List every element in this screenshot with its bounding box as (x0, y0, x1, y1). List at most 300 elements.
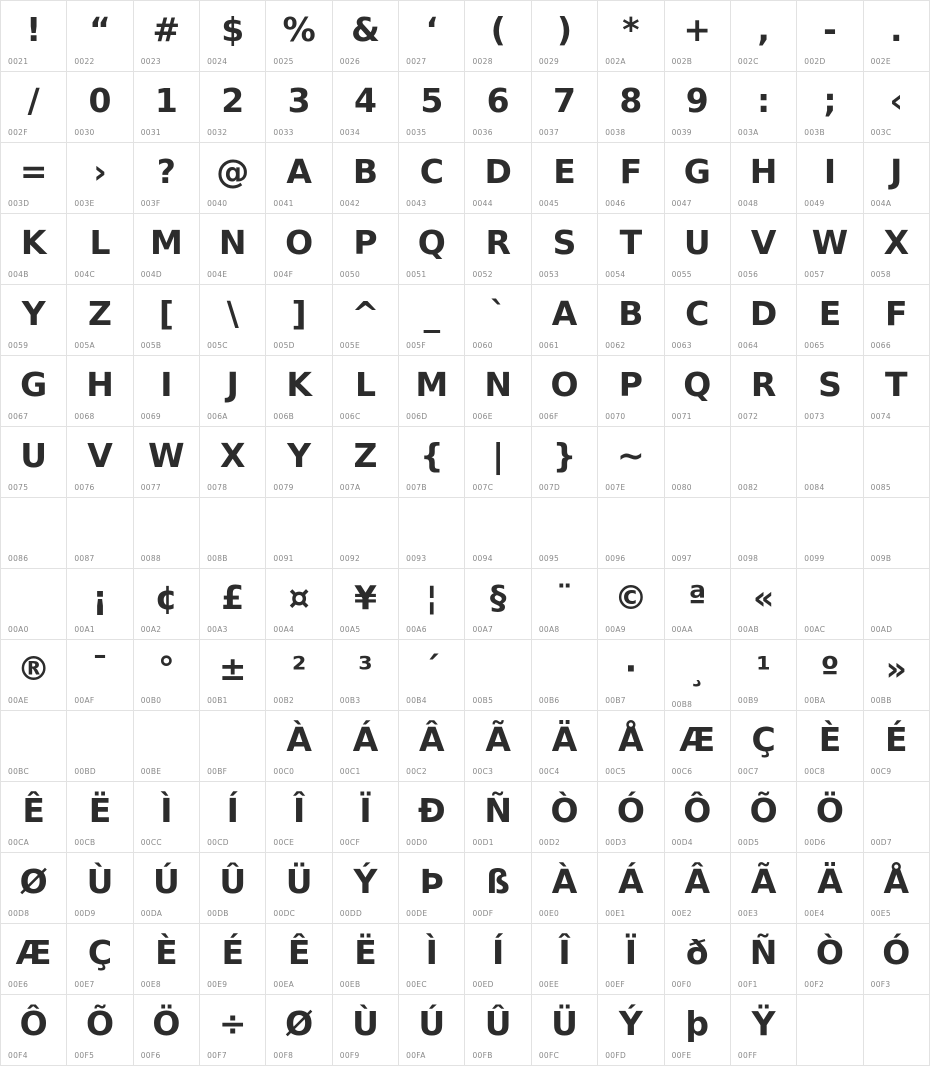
glyph-codepoint: 0022 (74, 57, 95, 66)
glyph-cell[interactable] (399, 782, 465, 853)
glyph-cell[interactable] (665, 711, 731, 782)
glyph-character: Ó (882, 932, 911, 972)
glyph-cell[interactable] (200, 640, 266, 711)
glyph-codepoint: 0031 (140, 128, 161, 137)
glyph-cell[interactable] (864, 711, 930, 782)
glyph-codepoint: 0087 (74, 554, 95, 563)
glyph-cell[interactable] (266, 1, 332, 72)
glyph-character: þ (685, 1003, 710, 1043)
glyph-cell[interactable] (797, 143, 863, 214)
glyph-cell[interactable] (399, 924, 465, 995)
glyph-codepoint: 00B3 (339, 696, 361, 705)
glyph-cell[interactable] (333, 924, 399, 995)
glyph-cell[interactable] (532, 924, 598, 995)
glyph-character: Þ (419, 861, 444, 901)
glyph-cell[interactable] (598, 995, 664, 1066)
glyph-cell[interactable] (67, 214, 133, 285)
glyph-cell[interactable] (67, 853, 133, 924)
glyph-character: W (811, 222, 849, 262)
glyph-cell[interactable] (67, 356, 133, 427)
glyph-codepoint: 00FF (737, 1051, 758, 1060)
glyph-cell[interactable] (797, 214, 863, 285)
glyph-cell[interactable] (333, 143, 399, 214)
glyph-cell[interactable] (864, 285, 930, 356)
glyph-character: Ä (551, 719, 578, 759)
glyph-cell[interactable] (797, 640, 863, 711)
glyph-cell[interactable] (731, 1, 797, 72)
glyph-character: ÷ (218, 1003, 247, 1043)
glyph-character: ¹ (756, 648, 771, 688)
glyph-cell[interactable] (333, 569, 399, 640)
glyph-cell[interactable] (797, 853, 863, 924)
glyph-cell[interactable] (1, 143, 67, 214)
glyph-cell[interactable] (134, 498, 200, 569)
glyph-cell[interactable] (134, 427, 200, 498)
glyph-cell[interactable] (200, 285, 266, 356)
glyph-cell[interactable] (598, 285, 664, 356)
glyph-cell[interactable] (665, 853, 731, 924)
glyph-cell[interactable] (1, 924, 67, 995)
glyph-character (864, 997, 929, 1049)
glyph-cell[interactable] (399, 853, 465, 924)
glyph-codepoint: 0053 (538, 270, 560, 279)
glyph-cell[interactable] (465, 853, 531, 924)
glyph-cell[interactable] (399, 995, 465, 1066)
glyph-cell[interactable] (731, 214, 797, 285)
glyph-cell[interactable] (399, 214, 465, 285)
glyph-codepoint: 002D (804, 57, 826, 66)
glyph-codepoint: 00A6 (406, 625, 427, 634)
glyph-cell[interactable] (864, 640, 930, 711)
glyph-cell[interactable] (134, 640, 200, 711)
glyph-cell[interactable] (532, 427, 598, 498)
glyph-character: ¢ (154, 577, 178, 617)
glyph-codepoint: 0080 (671, 483, 692, 492)
glyph-codepoint: 00EA (273, 980, 295, 989)
glyph-codepoint: 0027 (406, 57, 427, 66)
glyph-codepoint: 00A4 (273, 625, 295, 634)
glyph-character: Ý (618, 1003, 643, 1043)
glyph-cell[interactable] (532, 711, 598, 782)
glyph-cell[interactable] (532, 782, 598, 853)
glyph-cell[interactable] (797, 569, 863, 640)
glyph-cell[interactable] (333, 711, 399, 782)
glyph-cell[interactable] (864, 143, 930, 214)
glyph-cell[interactable] (465, 498, 531, 569)
glyph-cell[interactable] (465, 569, 531, 640)
glyph-cell[interactable] (665, 1, 731, 72)
glyph-cell[interactable] (598, 711, 664, 782)
glyph-cell[interactable] (1, 640, 67, 711)
glyph-cell[interactable] (665, 143, 731, 214)
glyph-cell[interactable] (1, 1, 67, 72)
glyph-cell[interactable] (134, 782, 200, 853)
glyph-cell[interactable] (333, 995, 399, 1066)
glyph-cell[interactable] (200, 782, 266, 853)
glyph-cell[interactable] (465, 640, 531, 711)
glyph-codepoint: 00A5 (339, 625, 361, 634)
glyph-character: C (419, 151, 444, 191)
glyph-cell[interactable] (67, 285, 133, 356)
glyph-cell[interactable] (731, 356, 797, 427)
glyph-codepoint: 0098 (737, 554, 759, 563)
glyph-cell[interactable] (864, 356, 930, 427)
glyph-codepoint: 00E1 (605, 909, 626, 918)
glyph-cell[interactable] (200, 143, 266, 214)
glyph-cell[interactable] (797, 427, 863, 498)
glyph-cell[interactable] (333, 782, 399, 853)
glyph-character: - (823, 9, 837, 49)
glyph-cell[interactable] (200, 853, 266, 924)
glyph-cell[interactable] (598, 214, 664, 285)
glyph-cell[interactable] (731, 427, 797, 498)
glyph-codepoint: 004C (74, 270, 96, 279)
glyph-cell[interactable] (1, 995, 67, 1066)
glyph-character: D (749, 293, 778, 333)
glyph-cell[interactable] (266, 356, 332, 427)
glyph-codepoint: 003C (870, 128, 892, 137)
glyph-character: Ô (683, 790, 712, 830)
glyph-cell[interactable] (134, 214, 200, 285)
glyph-cell[interactable] (67, 569, 133, 640)
glyph-cell[interactable] (1, 569, 67, 640)
glyph-cell[interactable] (532, 143, 598, 214)
glyph-cell[interactable] (200, 214, 266, 285)
glyph-cell[interactable] (665, 356, 731, 427)
glyph-codepoint: 00A2 (140, 625, 162, 634)
glyph-codepoint: 00D4 (671, 838, 693, 847)
glyph-cell[interactable] (200, 356, 266, 427)
glyph-character (532, 500, 597, 552)
glyph-cell[interactable] (532, 498, 598, 569)
glyph-character: U (683, 222, 711, 262)
glyph-cell[interactable] (67, 427, 133, 498)
glyph-cell[interactable] (465, 711, 531, 782)
glyph-codepoint: 00D2 (538, 838, 561, 847)
glyph-cell[interactable] (399, 285, 465, 356)
glyph-cell[interactable] (731, 995, 797, 1066)
glyph-character: º (820, 648, 840, 688)
glyph-cell[interactable] (797, 711, 863, 782)
glyph-cell[interactable] (266, 924, 332, 995)
glyph-cell[interactable] (598, 853, 664, 924)
glyph-cell[interactable] (665, 924, 731, 995)
glyph-codepoint: 004B (8, 270, 29, 279)
glyph-cell[interactable] (333, 640, 399, 711)
glyph-cell[interactable] (200, 569, 266, 640)
glyph-cell[interactable] (598, 143, 664, 214)
glyph-cell[interactable] (266, 498, 332, 569)
glyph-cell[interactable] (266, 427, 332, 498)
glyph-cell[interactable] (1, 214, 67, 285)
glyph-cell[interactable] (399, 427, 465, 498)
glyph-character: Ÿ (751, 1003, 776, 1043)
glyph-cell[interactable] (67, 924, 133, 995)
glyph-character: I (823, 151, 837, 191)
glyph-cell[interactable] (864, 498, 930, 569)
glyph-codepoint: 006A (207, 412, 228, 421)
glyph-character: ¡ (92, 577, 108, 617)
glyph-character: W (148, 435, 185, 475)
glyph-cell[interactable] (266, 72, 332, 143)
glyph-cell[interactable] (399, 143, 465, 214)
glyph-cell[interactable] (266, 214, 332, 285)
glyph-cell[interactable] (200, 498, 266, 569)
glyph-cell[interactable] (598, 782, 664, 853)
glyph-cell[interactable] (665, 72, 731, 143)
glyph-cell[interactable] (532, 569, 598, 640)
glyph-cell[interactable] (134, 143, 200, 214)
glyph-cell[interactable] (465, 143, 531, 214)
glyph-cell[interactable] (864, 782, 930, 853)
glyph-cell[interactable] (532, 214, 598, 285)
glyph-cell[interactable] (731, 711, 797, 782)
glyph-cell[interactable] (333, 214, 399, 285)
glyph-cell[interactable] (864, 995, 930, 1066)
glyph-cell[interactable] (200, 1, 266, 72)
glyph-character (333, 500, 398, 552)
glyph-cell[interactable] (333, 72, 399, 143)
glyph-cell[interactable] (134, 924, 200, 995)
glyph-cell[interactable] (864, 1, 930, 72)
glyph-cell[interactable] (797, 356, 863, 427)
glyph-cell[interactable] (731, 569, 797, 640)
glyph-cell[interactable] (532, 285, 598, 356)
glyph-cell[interactable] (266, 569, 332, 640)
glyph-cell[interactable] (1, 711, 67, 782)
glyph-character: Ï (359, 790, 372, 830)
glyph-character: N (218, 222, 247, 262)
glyph-cell[interactable] (67, 711, 133, 782)
glyph-cell[interactable] (67, 640, 133, 711)
glyph-cell[interactable] (797, 1, 863, 72)
glyph-cell[interactable] (465, 427, 531, 498)
glyph-cell[interactable] (465, 924, 531, 995)
glyph-cell[interactable] (200, 711, 266, 782)
glyph-cell[interactable] (864, 569, 930, 640)
glyph-cell[interactable] (67, 72, 133, 143)
glyph-cell[interactable] (399, 72, 465, 143)
glyph-cell[interactable] (665, 427, 731, 498)
glyph-cell[interactable] (333, 427, 399, 498)
glyph-cell[interactable] (399, 569, 465, 640)
glyph-cell[interactable] (665, 569, 731, 640)
glyph-cell[interactable] (67, 143, 133, 214)
glyph-codepoint: 00EF (605, 980, 625, 989)
glyph-cell[interactable] (134, 995, 200, 1066)
glyph-codepoint: 00AD (870, 625, 893, 634)
glyph-codepoint: 009B (870, 554, 892, 563)
glyph-character: L (354, 364, 376, 404)
glyph-cell[interactable] (665, 285, 731, 356)
glyph-cell[interactable] (797, 498, 863, 569)
glyph-cell[interactable] (67, 498, 133, 569)
glyph-cell[interactable] (864, 853, 930, 924)
glyph-cell[interactable] (134, 1, 200, 72)
glyph-cell[interactable] (134, 569, 200, 640)
glyph-cell[interactable] (1, 356, 67, 427)
glyph-cell[interactable] (598, 569, 664, 640)
glyph-character: » (885, 648, 907, 688)
glyph-cell[interactable] (333, 356, 399, 427)
glyph-cell[interactable] (200, 924, 266, 995)
glyph-cell[interactable] (532, 1, 598, 72)
glyph-cell[interactable] (200, 427, 266, 498)
glyph-cell[interactable] (134, 356, 200, 427)
glyph-cell[interactable] (399, 640, 465, 711)
glyph-codepoint: 00E7 (74, 980, 95, 989)
glyph-codepoint: 00F5 (74, 1051, 95, 1060)
glyph-character: Q (417, 222, 446, 262)
glyph-cell[interactable] (1, 782, 67, 853)
glyph-cell[interactable] (134, 72, 200, 143)
glyph-codepoint: 00DD (339, 909, 363, 918)
glyph-cell[interactable] (532, 995, 598, 1066)
glyph-codepoint: 00E6 (8, 980, 29, 989)
glyph-cell[interactable] (1, 853, 67, 924)
glyph-cell[interactable] (731, 72, 797, 143)
glyph-cell[interactable] (598, 1, 664, 72)
glyph-cell[interactable] (333, 1, 399, 72)
glyph-character: Â (419, 719, 445, 759)
glyph-character (1, 713, 66, 765)
glyph-cell[interactable] (598, 924, 664, 995)
glyph-cell[interactable] (1, 72, 67, 143)
glyph-codepoint: 0097 (671, 554, 692, 563)
glyph-cell[interactable] (532, 640, 598, 711)
glyph-character: Q (683, 364, 712, 404)
glyph-cell[interactable] (465, 356, 531, 427)
glyph-cell[interactable] (266, 995, 332, 1066)
glyph-codepoint: 0071 (671, 412, 692, 421)
glyph-cell[interactable] (797, 72, 863, 143)
glyph-cell[interactable] (266, 782, 332, 853)
glyph-character: { (420, 435, 444, 475)
glyph-cell[interactable] (797, 285, 863, 356)
glyph-cell[interactable] (333, 853, 399, 924)
glyph-cell[interactable] (399, 1, 465, 72)
glyph-cell[interactable] (731, 285, 797, 356)
glyph-character: F (885, 293, 908, 333)
glyph-character: _ (423, 293, 441, 333)
glyph-character: À (551, 861, 578, 901)
glyph-cell[interactable] (134, 711, 200, 782)
glyph-cell[interactable] (532, 72, 598, 143)
glyph-cell[interactable] (266, 640, 332, 711)
glyph-cell[interactable] (399, 498, 465, 569)
glyph-character: G (20, 364, 48, 404)
glyph-cell[interactable] (465, 285, 531, 356)
glyph-cell[interactable] (200, 72, 266, 143)
glyph-cell[interactable] (266, 285, 332, 356)
glyph-cell[interactable] (797, 924, 863, 995)
glyph-cell[interactable] (598, 640, 664, 711)
glyph-codepoint: 006E (472, 412, 493, 421)
glyph-cell[interactable] (532, 853, 598, 924)
glyph-cell[interactable] (598, 356, 664, 427)
glyph-cell[interactable] (864, 214, 930, 285)
glyph-character: ¤ (288, 577, 310, 617)
glyph-character: P (618, 364, 643, 404)
glyph-cell[interactable] (797, 782, 863, 853)
glyph-cell[interactable] (200, 995, 266, 1066)
glyph-cell[interactable] (864, 924, 930, 995)
glyph-cell[interactable] (731, 143, 797, 214)
glyph-cell[interactable] (598, 427, 664, 498)
glyph-cell[interactable] (1, 285, 67, 356)
glyph-character: S (818, 364, 842, 404)
glyph-cell[interactable] (665, 214, 731, 285)
glyph-codepoint: 00BA (804, 696, 826, 705)
glyph-cell[interactable] (665, 498, 731, 569)
glyph-character: Ê (22, 790, 45, 830)
glyph-cell[interactable] (465, 72, 531, 143)
glyph-codepoint: 00CE (273, 838, 295, 847)
glyph-character: P (353, 222, 378, 262)
glyph-cell[interactable] (399, 356, 465, 427)
glyph-codepoint: 0025 (273, 57, 294, 66)
glyph-cell[interactable] (1, 427, 67, 498)
glyph-codepoint: 0045 (538, 199, 560, 208)
glyph-codepoint: 0096 (605, 554, 626, 563)
glyph-cell[interactable] (665, 782, 731, 853)
glyph-cell[interactable] (665, 995, 731, 1066)
glyph-cell[interactable] (731, 640, 797, 711)
glyph-cell[interactable] (731, 924, 797, 995)
glyph-codepoint: 0066 (870, 341, 891, 350)
glyph-cell[interactable] (333, 498, 399, 569)
glyph-cell[interactable] (266, 853, 332, 924)
glyph-cell[interactable] (864, 72, 930, 143)
glyph-cell[interactable] (67, 1, 133, 72)
glyph-character (598, 500, 663, 552)
glyph-cell[interactable] (864, 427, 930, 498)
glyph-codepoint: 00CA (8, 838, 30, 847)
glyph-cell[interactable] (465, 214, 531, 285)
glyph-codepoint: 00AF (74, 696, 95, 705)
glyph-character: + (683, 9, 712, 49)
glyph-cell[interactable] (465, 1, 531, 72)
glyph-cell[interactable] (399, 711, 465, 782)
glyph-cell[interactable] (665, 640, 731, 711)
glyph-codepoint: 00A9 (605, 625, 626, 634)
glyph-codepoint: 0068 (74, 412, 95, 421)
glyph-cell[interactable] (266, 711, 332, 782)
glyph-character (797, 500, 862, 552)
glyph-cell[interactable] (266, 143, 332, 214)
glyph-character: § (489, 577, 507, 617)
glyph-cell[interactable] (333, 285, 399, 356)
glyph-cell[interactable] (731, 853, 797, 924)
glyph-cell[interactable] (598, 72, 664, 143)
glyph-cell[interactable] (67, 995, 133, 1066)
glyph-cell[interactable] (532, 356, 598, 427)
glyph-cell[interactable] (598, 498, 664, 569)
glyph-cell[interactable] (67, 782, 133, 853)
glyph-character: Û (484, 1003, 512, 1043)
glyph-cell[interactable] (465, 995, 531, 1066)
glyph-cell[interactable] (731, 782, 797, 853)
glyph-cell[interactable] (134, 285, 200, 356)
glyph-character: \ (226, 293, 239, 333)
glyph-codepoint: 00B8 (671, 700, 693, 709)
glyph-cell[interactable] (465, 782, 531, 853)
glyph-cell[interactable] (134, 853, 200, 924)
glyph-cell[interactable] (731, 498, 797, 569)
glyph-cell[interactable] (797, 995, 863, 1066)
glyph-codepoint: 00DF (472, 909, 494, 918)
glyph-cell[interactable] (1, 498, 67, 569)
